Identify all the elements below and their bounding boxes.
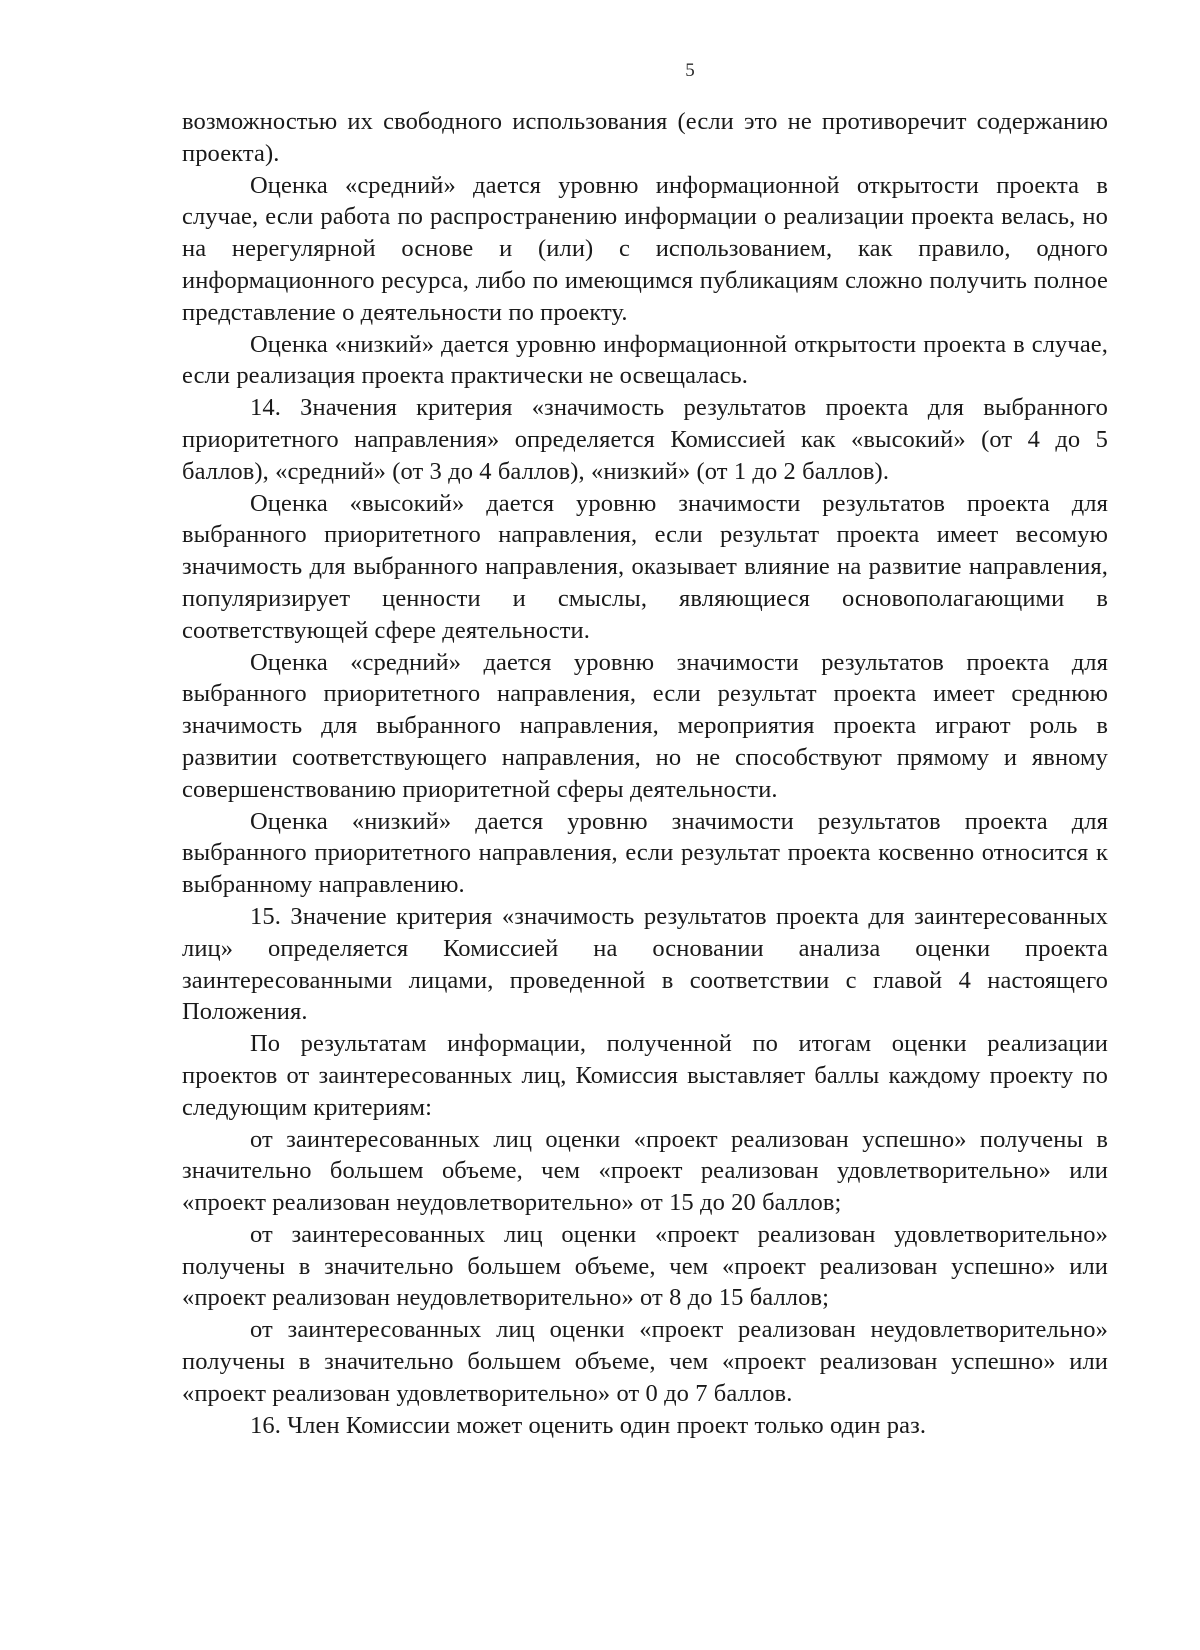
paragraph-item-14: 14. Значения критерия «значимость результатов проекта для выбранного приоритетного направления» определяется Комиссией как «высокий» (от 4 до 5 баллов), «средний» (от 3 до 4 баллов), «низкий» (от 1 до 2 баллов).: [182, 394, 1108, 485]
paragraph-criterion-success: от заинтересованных лиц оценки «проект реализован успешно» получены в значительно большем объеме, чем «проект реализован удовлетворительно» или «проект реализован неудовлетворительно» от 15 до 20 баллов;: [182, 1125, 1108, 1217]
paragraph-item-16: 16. Член Комиссии может оценить один проект только один раз.: [250, 1411, 927, 1439]
paragraph-criterion-satisfactory: от заинтересованных лиц оценки «проект реализован удовлетворительно» получены в значительно большем объеме, чем «проект реализован успешно» или «проект реализован неудовлетворительно» от 8 до 15 баллов;: [182, 1220, 1108, 1312]
paragraph-continuation: возможностью их свободного использования (если это не противоречит содержанию проекта).: [182, 108, 1108, 167]
document-body: [182, 106, 1108, 1441]
paragraph-rating-low-significance: Оценка «низкий» дается уровню значимости результатов проекта для выбранного приоритетного направления, если результат проекта косвенно относится к выбранному направлению.: [182, 807, 1108, 899]
page-number: 5: [685, 60, 695, 81]
paragraph-rating-low-openness: Оценка «низкий» дается уровню информационной открытости проекта в случае, если реализация проекта практически не освещалась.: [182, 330, 1108, 390]
paragraph-scoring-intro: По результатам информации, полученной по итогам оценки реализации проектов от заинтересованных лиц, Комиссия выставляет баллы каждому проекту по следующим критериям:: [182, 1030, 1108, 1121]
paragraph-rating-medium-significance: Оценка «средний» дается уровню значимости результатов проекта для выбранного приоритетного направления, если результат проекта имеет среднюю значимость для выбранного направления, мероприятия проекта играют роль в развитии соответствующего направления, но не способствуют прямому и явному совершенствованию приоритетной сферы деятельности.: [182, 648, 1108, 803]
paragraph-item-15: 15. Значение критерия «значимость результатов проекта для заинтересованных лиц» определяется Комиссией на основании анализа оценки проекта заинтересованными лицами, проведенной в соответствии с главой 4 настоящего Положения.: [182, 902, 1108, 1026]
paragraph-rating-high-significance: Оценка «высокий» дается уровню значимости результатов проекта для выбранного приоритетного направления, если результат проекта имеет весомую значимость для выбранного направления, оказывает влияние на развитие направления, популяризирует ценности и смыслы, являющиеся основополагающими в соответствующей сфере деятельности.: [182, 489, 1108, 644]
paragraph-rating-medium-openness: Оценка «средний» дается уровню информационной открытости проекта в случае, если работа по распространению информации о реализации проекта велась, но на нерегулярной основе и (или) с использованием, как правило, одного информационного ресурса, либо по имеющимся публикациям сложно получить полное представление о деятельности по проекту.: [182, 171, 1108, 326]
paragraph-criterion-unsatisfactory: от заинтересованных лиц оценки «проект реализован неудовлетворительно» получены в значительно большем объеме, чем «проект реализован успешно» или «проект реализован удовлетворительно» от 0 до 7 баллов.: [182, 1316, 1108, 1407]
